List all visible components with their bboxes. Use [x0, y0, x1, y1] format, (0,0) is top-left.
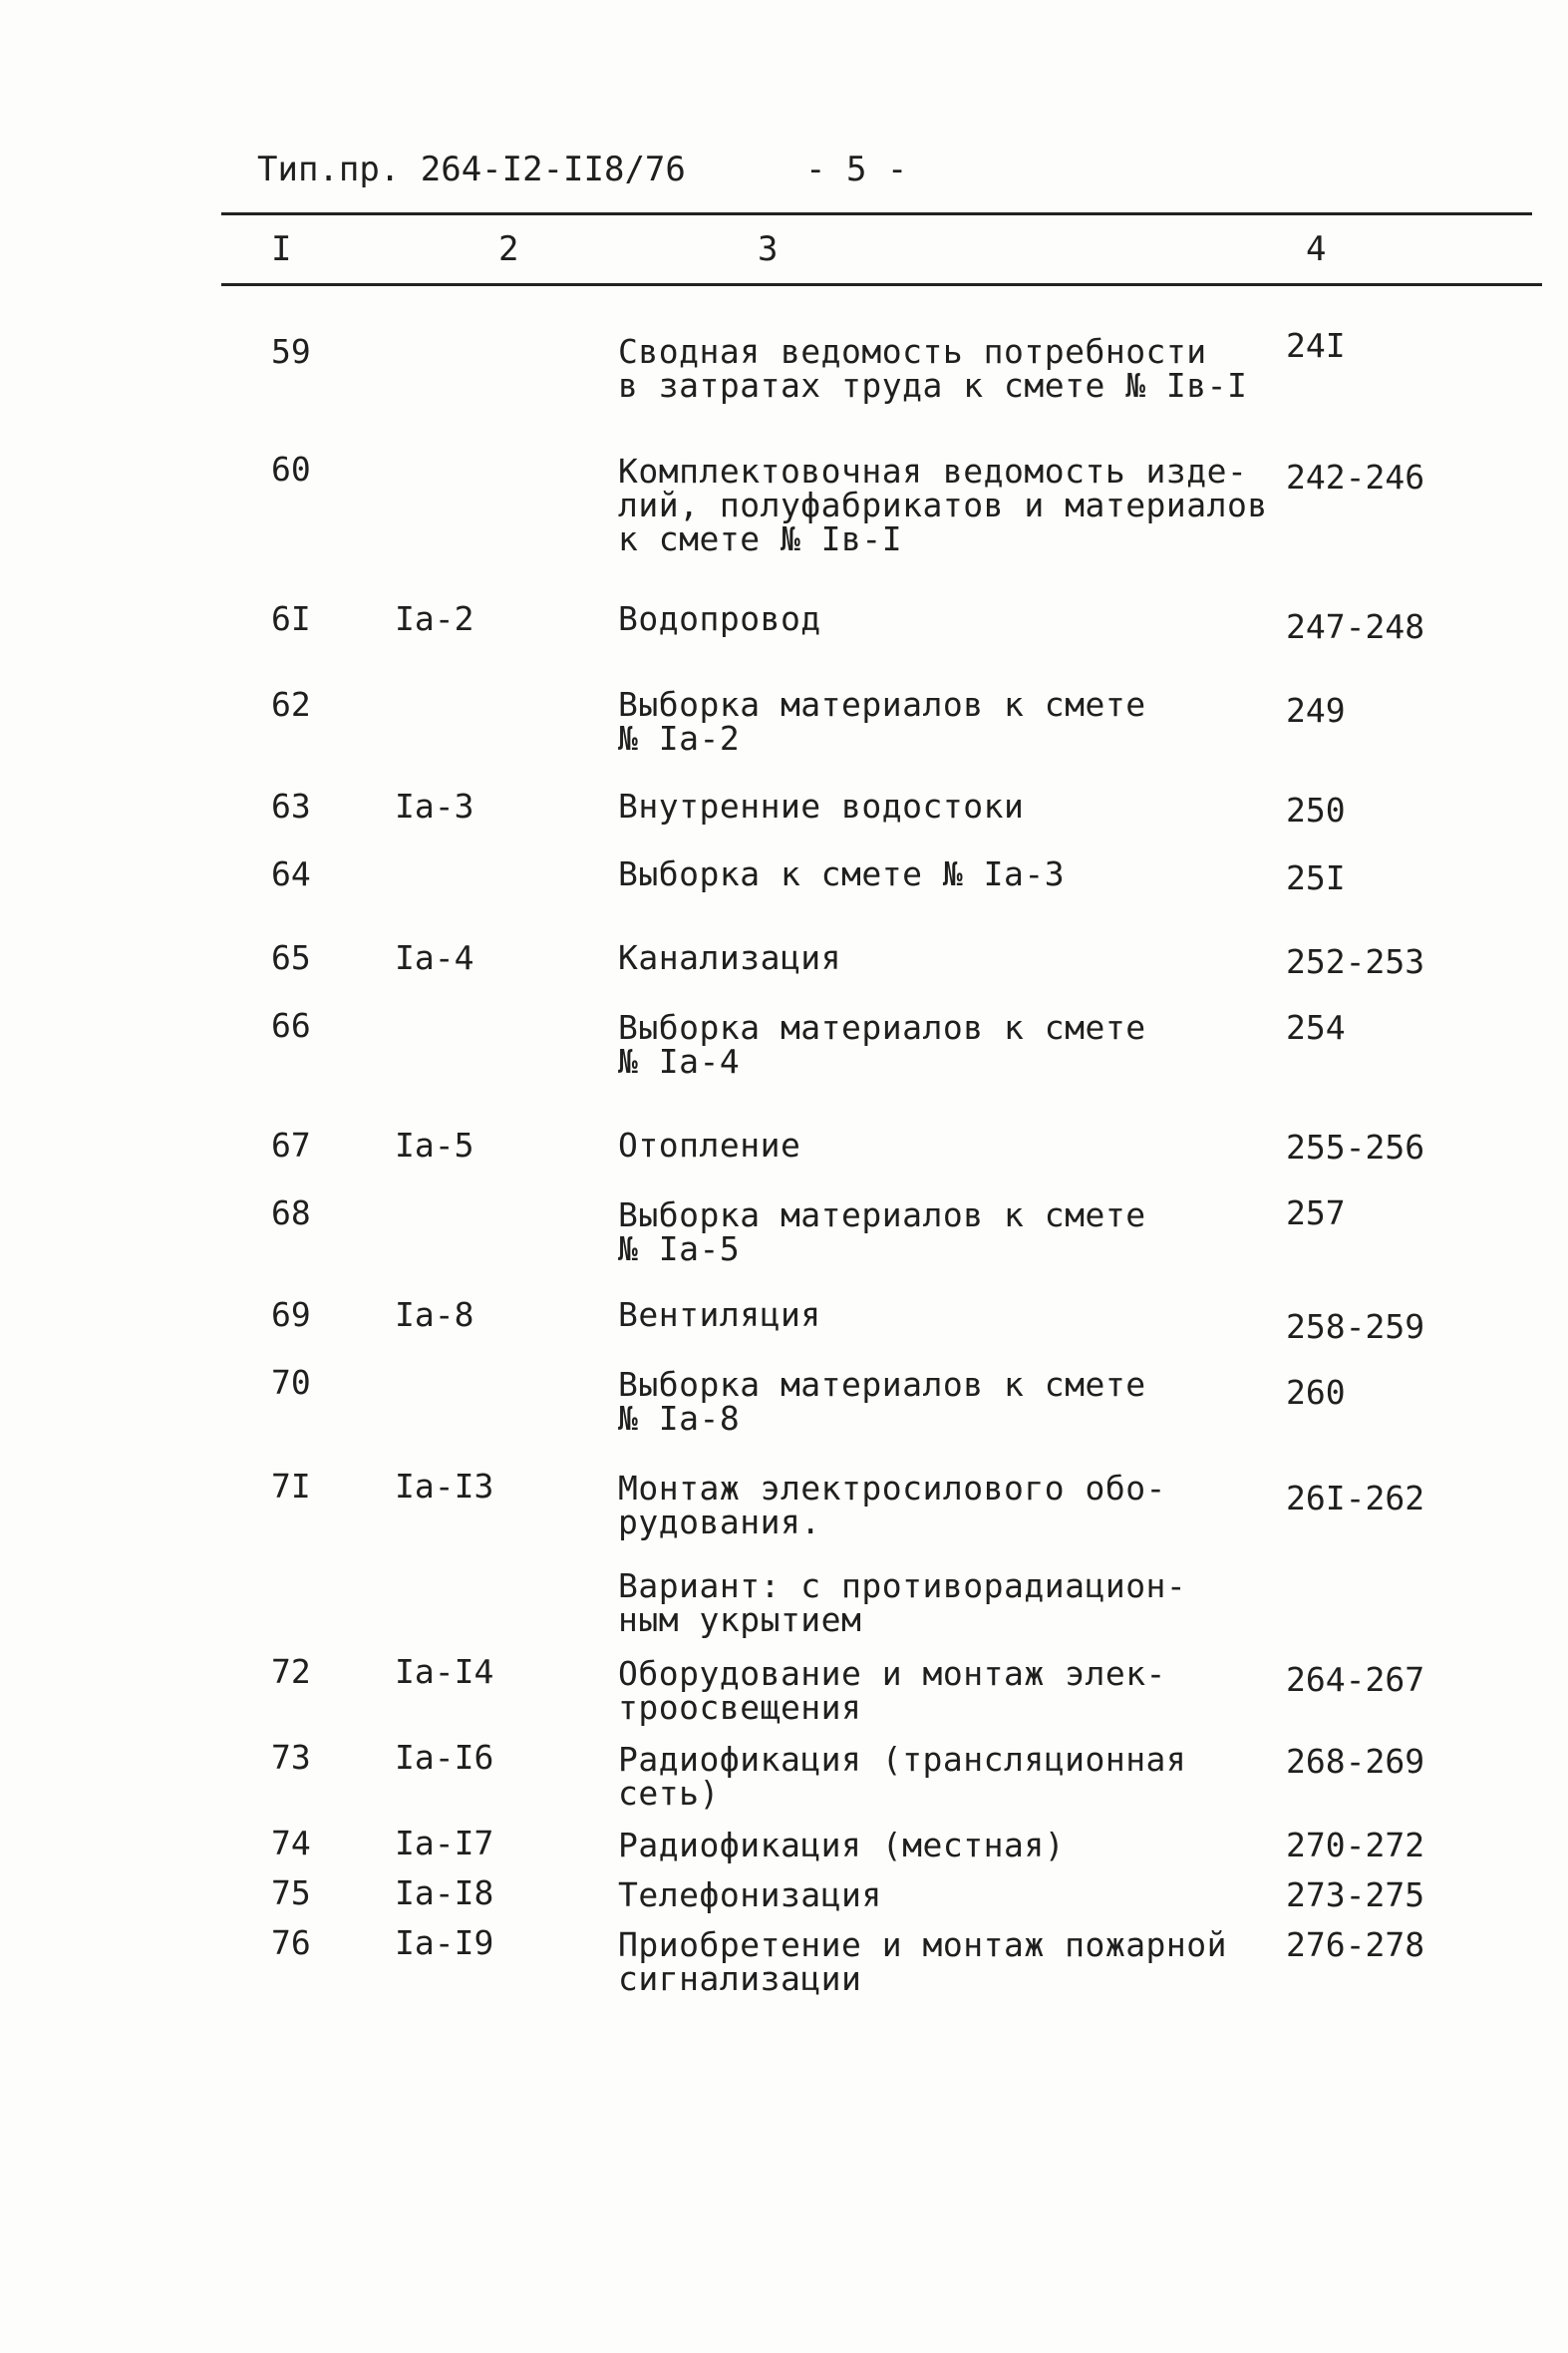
row-number: 59 — [271, 332, 311, 371]
row-section: Iа-I8 — [395, 1873, 494, 1912]
row-title: Приобретение и монтаж пожарной сигнализации — [618, 1925, 1228, 1998]
row-number: 7I — [271, 1467, 311, 1506]
row-number: 76 — [271, 1923, 311, 1962]
row-pages: 24I — [1286, 326, 1346, 365]
row-pages: 250 — [1286, 791, 1346, 830]
row-section: Iа-I6 — [395, 1738, 494, 1777]
row-title: Водопровод — [618, 599, 821, 638]
row-title: Монтаж электросилового обо- рудования. — [618, 1469, 1166, 1541]
row-pages: 255-256 — [1286, 1128, 1425, 1167]
row-title: Выборка материалов к смете № Iа-5 — [618, 1195, 1146, 1268]
row-number: 69 — [271, 1295, 311, 1334]
row-pages: 252-253 — [1286, 942, 1425, 981]
row-section: Iа-I7 — [395, 1824, 494, 1862]
row-title: Телефонизация — [618, 1875, 882, 1914]
row-number: 75 — [271, 1873, 311, 1912]
row-pages: 242-246 — [1286, 458, 1425, 497]
row-title: Радиофикация (трансляционная сеть) — [618, 1740, 1187, 1813]
row-title: Отопление — [618, 1126, 801, 1165]
page-number: - 5 - — [805, 150, 908, 189]
header-top-rule — [221, 212, 1532, 215]
row-title: Выборка материалов к смете № Iа-8 — [618, 1365, 1146, 1438]
row-title: Канализация — [618, 938, 842, 977]
row-number: 72 — [271, 1652, 311, 1691]
row-section: Iа-I3 — [395, 1467, 494, 1506]
row-number: 6I — [271, 599, 311, 638]
row-pages: 249 — [1286, 691, 1346, 730]
row-pages: 270-272 — [1286, 1826, 1425, 1864]
row-section: Iа-I9 — [395, 1923, 494, 1962]
row-number: 67 — [271, 1126, 311, 1165]
row-section: Iа-4 — [395, 938, 474, 977]
row-number: 70 — [271, 1363, 311, 1402]
row-section: Iа-5 — [395, 1126, 474, 1165]
row-title: Комплектовочная ведомость изде- лий, полуфабрикатов и материалов к смете № Iв-I — [618, 452, 1268, 558]
row-pages: 25I — [1286, 858, 1346, 897]
row-pages: 247-248 — [1286, 607, 1425, 646]
row-number: 65 — [271, 938, 311, 977]
row-number: 73 — [271, 1738, 311, 1777]
variant-note: Вариант: с противорадиацион- ным укрытием — [618, 1566, 1187, 1639]
row-pages: 258-259 — [1286, 1307, 1425, 1346]
row-pages: 276-278 — [1286, 1925, 1425, 1964]
row-title: Выборка материалов к смете № Iа-4 — [618, 1008, 1146, 1081]
row-number: 74 — [271, 1824, 311, 1862]
row-pages: 260 — [1286, 1373, 1346, 1412]
row-title: Внутренние водостоки — [618, 787, 1025, 826]
page-header — [257, 150, 908, 189]
document-code: Тип.пр. 264-I2-II8/76 — [257, 150, 686, 189]
row-section: Iа-2 — [395, 599, 474, 638]
header-bottom-rule — [221, 283, 1542, 286]
row-pages: 264-267 — [1286, 1660, 1425, 1699]
row-title: Выборка материалов к смете № Iа-2 — [618, 685, 1146, 758]
row-pages: 26I-262 — [1286, 1479, 1425, 1517]
row-title: Оборудование и монтаж элек- троосвещения — [618, 1654, 1166, 1727]
row-pages: 254 — [1286, 1008, 1346, 1047]
row-number: 64 — [271, 854, 311, 893]
row-title: Радиофикация (местная) — [618, 1826, 1066, 1864]
row-pages: 268-269 — [1286, 1742, 1425, 1781]
row-number: 68 — [271, 1193, 311, 1232]
row-number: 60 — [271, 450, 311, 489]
row-pages: 257 — [1286, 1193, 1346, 1232]
row-section: Iа-I4 — [395, 1652, 494, 1691]
column-header-3: 3 — [758, 229, 779, 269]
column-header-2: 2 — [498, 229, 519, 269]
row-title: Сводная ведомость потребности в затратах труда к смете № Iв-I — [618, 332, 1248, 405]
row-section: Iа-8 — [395, 1295, 474, 1334]
column-header-1: I — [271, 229, 292, 269]
row-number: 63 — [271, 787, 311, 826]
row-number: 66 — [271, 1006, 311, 1045]
column-header-4: 4 — [1306, 229, 1327, 269]
row-title: Вентиляция — [618, 1295, 821, 1334]
row-number: 62 — [271, 685, 311, 724]
row-pages: 273-275 — [1286, 1875, 1425, 1914]
row-title: Выборка к смете № Iа-3 — [618, 854, 1066, 893]
row-section: Iа-3 — [395, 787, 474, 826]
